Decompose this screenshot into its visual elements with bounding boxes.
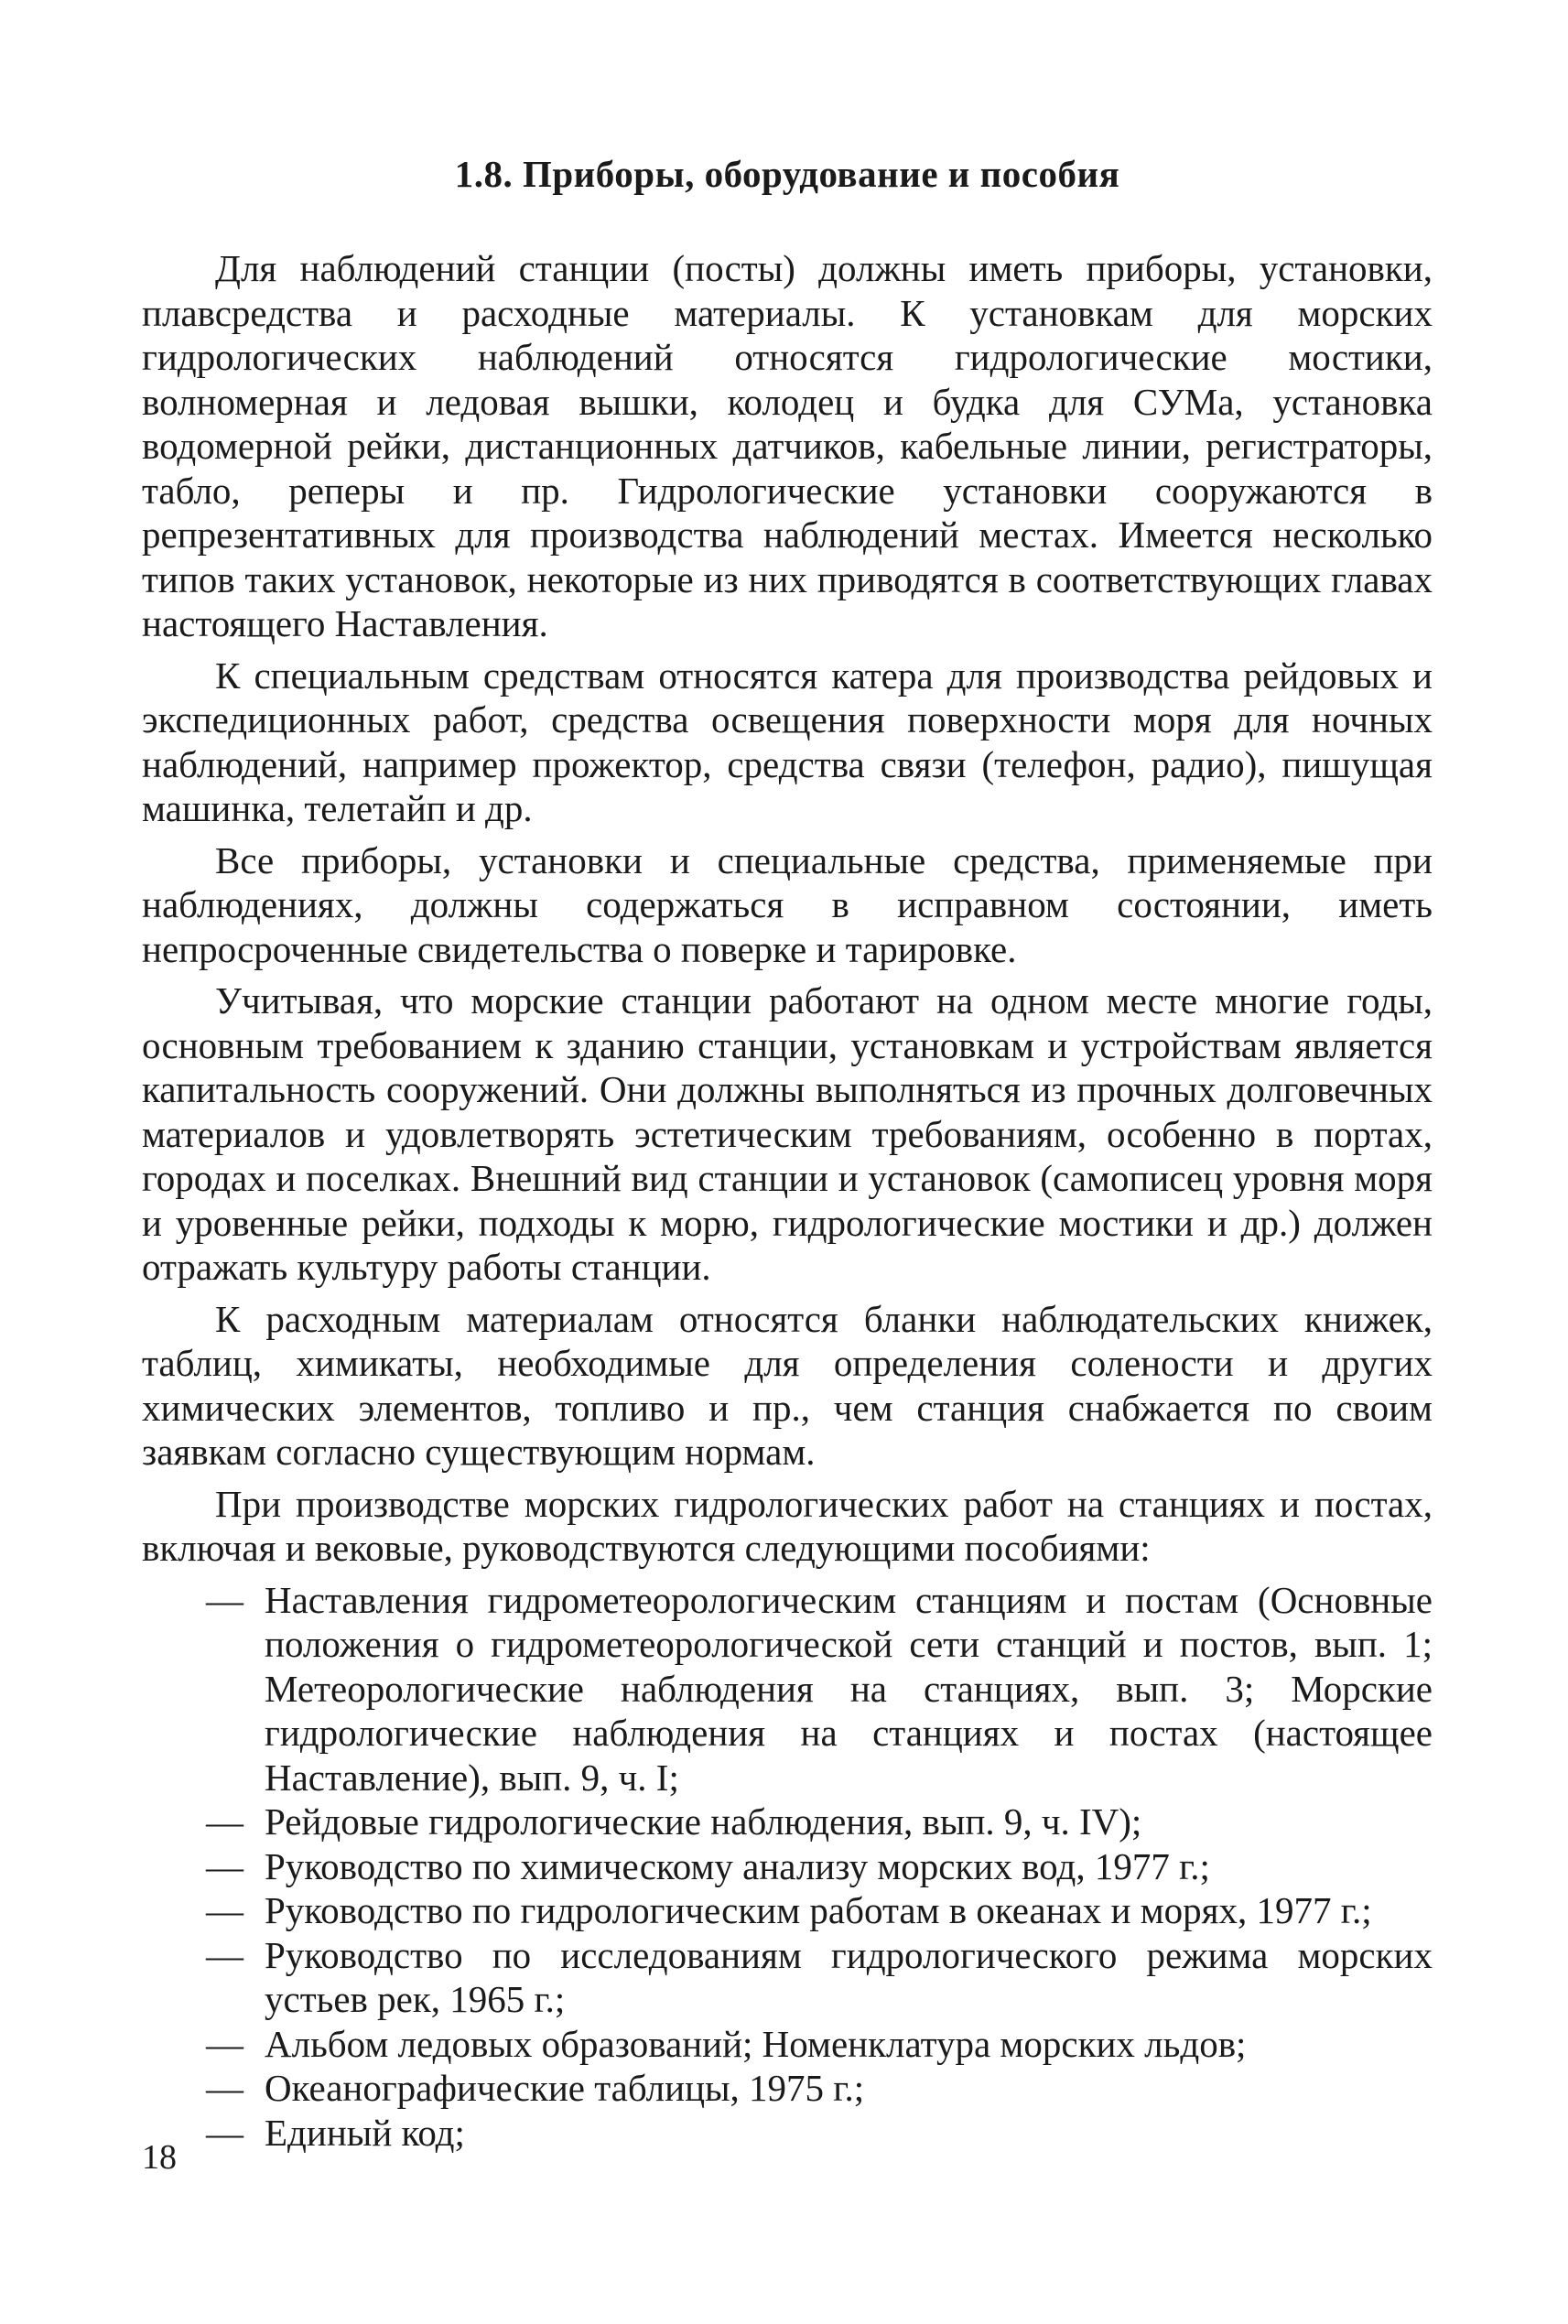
list-item-text: Руководство по химическому анализу морских вод, 1977 г.;: [265, 1844, 1210, 1887]
list-item-text: Руководство по гидрологическим работам в океанах и морях, 1977 г.;: [265, 1889, 1372, 1931]
list-item-text: Наставления гидрометеорологическим станциям и постам (Основные положения о гидрометеорологической сети станций и постов, вып. 1; Метеорологические наблюдения на станциях, вып. 3; Морские гидрологические наблюдения на станциях и постах (настоящее Наставление), вып. 9, ч. I;: [265, 1578, 1433, 1799]
section-heading: 1.8. Приборы, оборудование и пособия: [454, 153, 1120, 195]
list-item-text: Единый код;: [265, 2111, 465, 2154]
dash-bullet: —: [206, 1933, 243, 1976]
dash-bullet: —: [206, 1800, 243, 1843]
paragraph-manuals-intro: При производстве морских гидрологических работ на станциях и постах, включая и вековые, руководствуются следующими пособиями:: [142, 1482, 1433, 1569]
dash-bullet: —: [206, 1889, 243, 1931]
page-body: [142, 151, 1433, 2155]
paragraph-station-buildings: Учитывая, что морские станции работают на одном месте многие годы, основным требованием к зданию станции, установкам и устройствам является капитальность сооружений. Они должны выполняться из прочных долговечных материалов и удовлетворять эстетическим требованиям, особенно в портах, городах и поселках. Внешний вид станции и установок (самописец уровня моря и уровенные рейки, подходы к морю, гидрологические мостики и др.) должен отражать культуру работы станции.: [142, 979, 1433, 1288]
list-item-text: Океанографические таблицы, 1975 г.;: [265, 2067, 865, 2109]
list-item: [142, 1933, 1433, 2022]
dash-bullet: —: [206, 2111, 243, 2154]
list-item: [142, 2066, 1433, 2111]
paragraph-installations: Для наблюдений станции (посты) должны иметь приборы, установки, плавсредства и расходные материалы. К установкам для морских гидрологических наблюдений относятся гидрологические мостики, волномерная и ледовая вышки, колодец и будка для СУМа, установка водомерной рейки, дистанционных датчиков, кабельные линии, регистраторы, табло, реперы и пр. Гидрологические установки сооружаются в репрезентативных для производства наблюдений местах. Имеется несколько типов таких установок, некоторые из них приводятся в соответствующих главах настоящего Наставления.: [142, 247, 1433, 644]
list-item: [142, 2022, 1433, 2067]
paragraph-consumables: К расходным материалам относятся бланки наблюдательских книжек, таблиц, химикаты, необходимые для определения солености и других химических элементов, топливо и пр., чем станция снабжается по своим заявкам согласно существующим нормам.: [142, 1297, 1433, 1473]
list-item: [142, 1800, 1433, 1844]
paragraph-equipment-condition: Все приборы, установки и специальные средства, применяемые при наблюдениях, должны содержаться в исправном состоянии, иметь непросроченные свидетельства о поверке и тарировке.: [142, 838, 1433, 970]
list-item-text: Альбом ледовых образований; Номенклатура морских льдов;: [265, 2022, 1247, 2065]
list-item: [142, 1844, 1433, 1889]
dash-bullet: —: [206, 2022, 243, 2065]
list-item: [142, 1578, 1433, 1800]
dash-bullet: —: [206, 1844, 243, 1887]
list-item-text: Рейдовые гидрологические наблюдения, вып. 9, ч. IV);: [265, 1800, 1142, 1843]
dash-bullet: —: [206, 2067, 243, 2109]
paragraph-special-means: К специальным средствам относятся катера для производства рейдовых и экспедиционных работ, средства освещения поверхности моря для ночных наблюдений, например прожектор, средства связи (телефон, радио), пишущая машинка, телетайп и др.: [142, 654, 1433, 829]
list-item-text: Руководство по исследованиям гидрологического режима морских устьев рек, 1965 г.;: [265, 1933, 1433, 2020]
manuals-list: [142, 1578, 1433, 2156]
page-number: 18: [142, 2138, 177, 2177]
list-item: [142, 1888, 1433, 1933]
list-item: [142, 2111, 1433, 2156]
dash-bullet: —: [206, 1578, 243, 1621]
